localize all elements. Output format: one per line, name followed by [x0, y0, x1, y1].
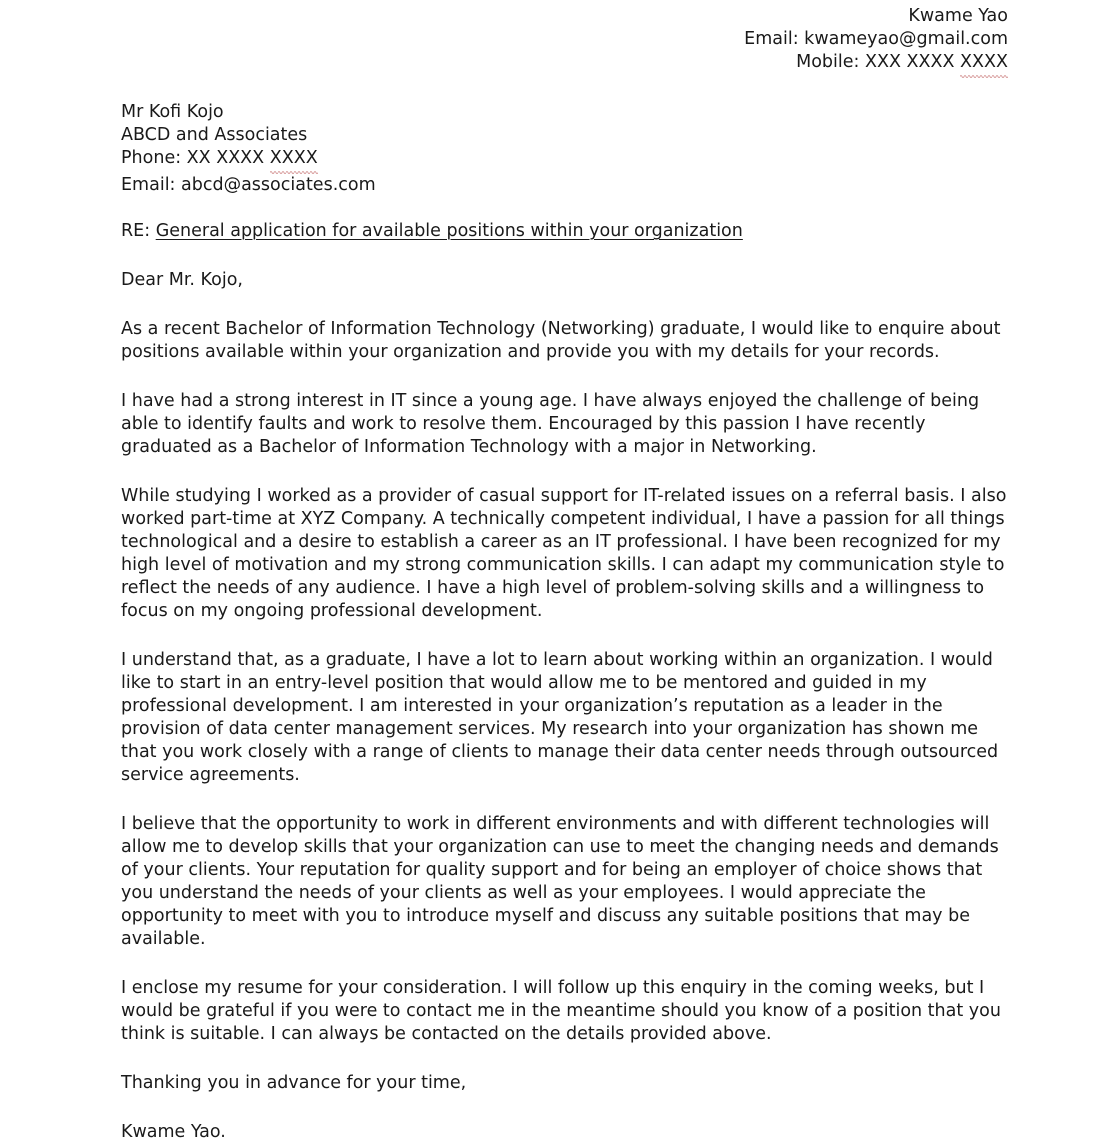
recipient-company: ABCD and Associates: [121, 125, 308, 145]
sender-contact-block: [744, 5, 1008, 78]
sender-name: Kwame Yao: [908, 6, 1008, 26]
recipient-address-block: [121, 101, 1011, 197]
subject-text: General application for available positions within your organization: [155, 221, 743, 241]
recipient-name: Mr Kofi Kojo: [121, 102, 224, 122]
body-paragraph: I believe that the opportunity to work in different environments and with different technologies will allow me to develop skills that your organization can use to meet the changing needs and demands of your clients. Your reputation for quality support and for being an employer of choice shows that you understand the needs of your clients as well as your employees. I would appreciate the opportunity to meet with you to introduce myself and discuss any suitable positions that may be available.: [121, 814, 999, 949]
spellcheck-underlined-text: XXXX: [960, 51, 1008, 78]
body-paragraph: I enclose my resume for your consideration. I will follow up this enquiry in the coming weeks, but I would be grateful if you were to contact me in the meantime should you know of a position that you think is suitable. I can always be contacted on the details provided above.: [121, 978, 1001, 1044]
recipient-email: Email: abcd@associates.com: [121, 175, 376, 195]
sender-mobile-label: Mobile: XXX XXXX: [796, 52, 961, 72]
recipient-phone: [121, 147, 1011, 174]
sender-email: Email: kwameyao@gmail.com: [744, 29, 1008, 49]
body-paragraph: I understand that, as a graduate, I have a lot to learn about working within an organization. I would like to start in an entry-level position that would allow me to be mentored and guided in my professional development. I am interested in your organization’s reputation as a leader in the provision of data center management services. My research into your organization has shown me that you work closely with a range of clients to manage their data center needs through outsourced service agreements.: [121, 650, 999, 785]
recipient-phone-label: Phone: XX XXXX: [121, 148, 270, 168]
letter-body: [121, 101, 1011, 1144]
spellcheck-underlined-text: XXXX: [270, 147, 318, 174]
subject-line: [121, 220, 1011, 243]
signature-name: Kwame Yao.: [121, 1122, 226, 1142]
sender-mobile: [744, 51, 1008, 78]
salutation: Dear Mr. Kojo,: [121, 270, 243, 290]
closing-line: Thanking you in advance for your time,: [121, 1073, 467, 1093]
body-paragraph: I have had a strong interest in IT since a young age. I have always enjoyed the challenge of being able to identify faults and work to resolve them. Encouraged by this passion I have recently graduated as a Bachelor of Information Technology with a major in Networking.: [121, 391, 980, 457]
body-paragraph: As a recent Bachelor of Information Technology (Networking) graduate, I would like to enquire about positions available within your organization and provide you with my details for your records.: [121, 319, 1001, 362]
subject-prefix: RE:: [121, 221, 156, 241]
body-paragraph: While studying I worked as a provider of casual support for IT-related issues on a referral basis. I also worked part-time at XYZ Company. A technically competent individual, I have a passion for all things technological and a desire to establish a career as an IT professional. I have been recognized for my high level of motivation and my strong communication skills. I can adapt my communication style to reflect the needs of any audience. I have a high level of problem-solving skills and a willingness to focus on my ongoing professional development.: [121, 486, 1007, 621]
